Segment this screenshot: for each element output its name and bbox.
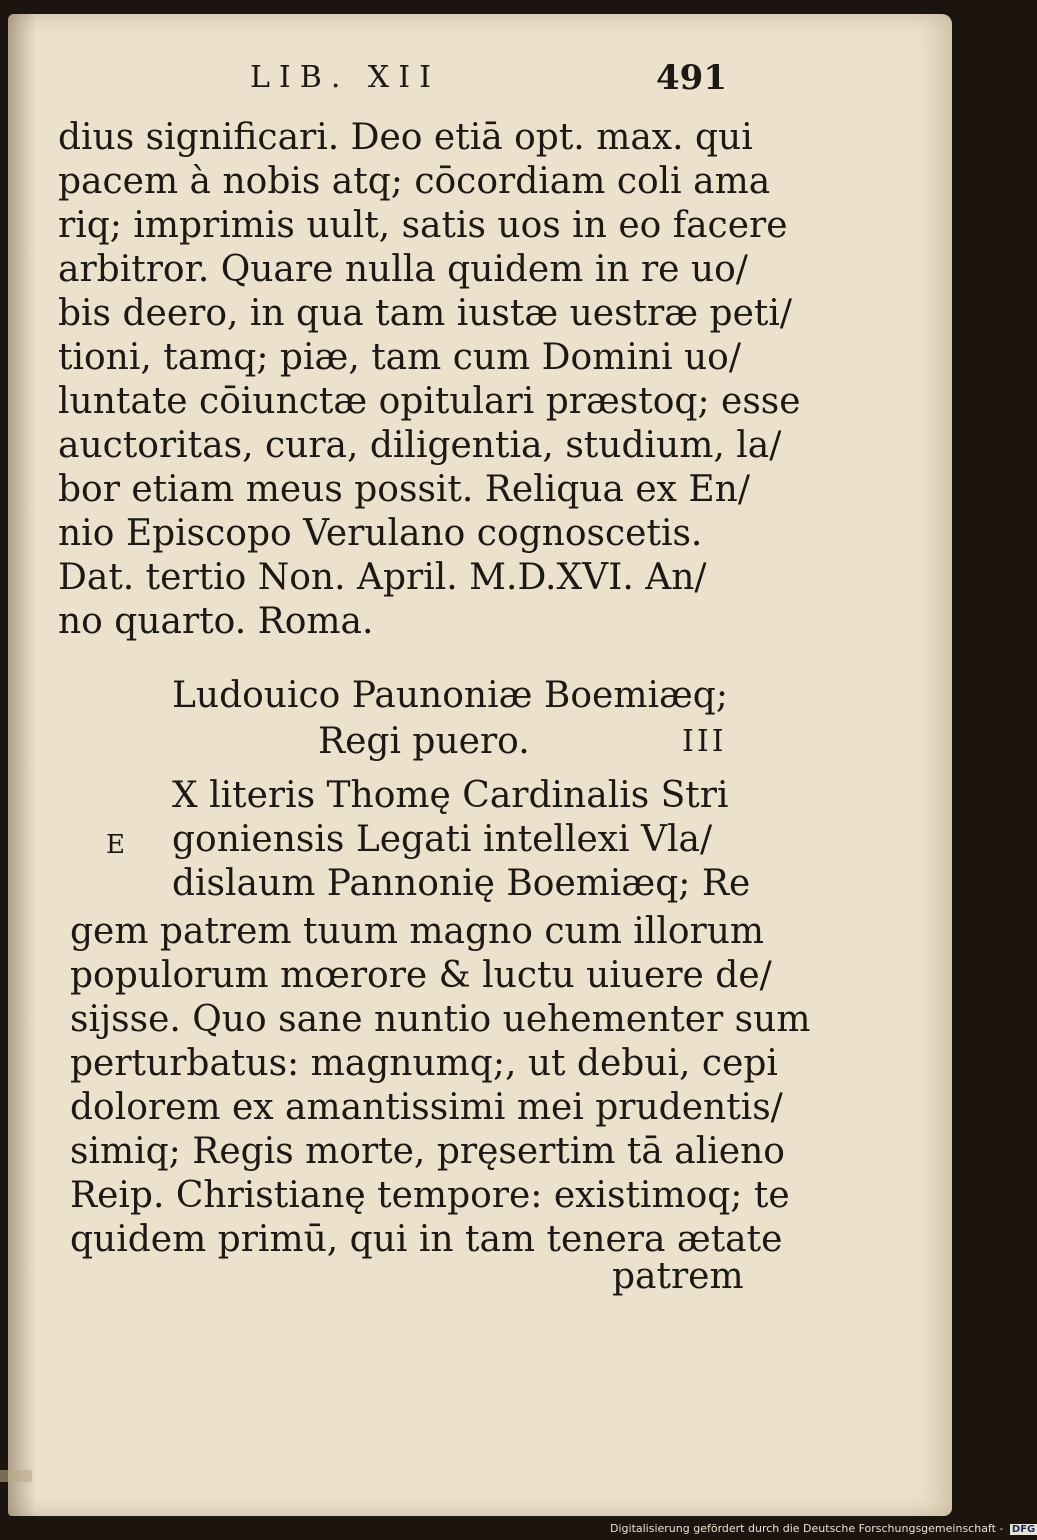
text-line: bor etiam meus possit. Reliqua ex En/ — [58, 469, 750, 510]
text-line: bis deero, in qua tam iustæ uestræ peti/ — [58, 293, 792, 334]
text-line: quidem primū, qui in tam tenera ætate — [70, 1219, 783, 1260]
dfg-logo: DFG — [1011, 1524, 1036, 1535]
text-line: simiq; Regis morte, pręsertim tā alieno — [70, 1131, 785, 1172]
credit-text: Digitalisierung gefördert durch die Deutsche Forschungsgemeinschaft - — [610, 1522, 1004, 1535]
text-line: riq; imprimis uult, satis uos in eo facere — [58, 205, 788, 246]
marginal-letter: E — [106, 830, 125, 860]
letter1-body — [58, 116, 801, 644]
text-line: Dat. tertio Non. April. M.D.XVI. An/ — [58, 557, 707, 598]
text-line: nio Episcopo Verulano cognoscetis. — [58, 513, 703, 554]
page-number: 491 — [656, 58, 727, 98]
running-title: LIB. XII — [250, 60, 440, 95]
text-line: tioni, tamq; piæ, tam cum Domini uo/ — [58, 337, 741, 378]
page-edge-mark — [0, 1470, 32, 1482]
text-line: arbitror. Quare nulla quidem in re uo/ — [58, 249, 748, 290]
text-line: no quarto. Roma. — [58, 601, 374, 642]
text-line: luntate cōiunctæ opitulari præstoq; esse — [58, 381, 801, 422]
text-line: populorum mœrore & luctu uiuere de/ — [70, 955, 772, 996]
letter-number: III — [682, 724, 727, 759]
catchword: patrem — [612, 1256, 744, 1297]
text-line: auctoritas, cura, diligentia, studium, la/ — [58, 425, 782, 466]
letter-address-line2: Regi puero. — [318, 721, 530, 762]
text-line: sijsse. Quo sane nuntio uehementer sum — [70, 999, 811, 1040]
text-line: dislaum Pannonię Boemiæq; Re — [172, 863, 751, 904]
text-line: Reip. Christianę tempore: existimoq; te — [70, 1175, 790, 1216]
text-line: goniensis Legati intellexi Vla/ — [172, 819, 713, 860]
text-line: dolorem ex amantissimi mei prudentis/ — [70, 1087, 783, 1128]
spine-shadow — [8, 14, 36, 1516]
text-line: gem patrem tuum magno cum illorum — [70, 911, 765, 952]
text-line: X literis Thomę Cardinalis Stri — [172, 775, 729, 816]
digitization-credit — [610, 1522, 1037, 1535]
text-line: pacem à nobis atq; cōcordiam coli ama — [58, 161, 771, 202]
letter2-indented-opening — [172, 774, 750, 906]
text-line: dius significari. Deo etiā opt. max. qui — [58, 117, 753, 158]
letter2-body — [70, 910, 810, 1262]
text-line: perturbatus: magnumq;, ut debui, cepi — [70, 1043, 778, 1084]
letter-address-line1: Ludouico Paunoniæ Boemiæq; — [172, 675, 728, 716]
